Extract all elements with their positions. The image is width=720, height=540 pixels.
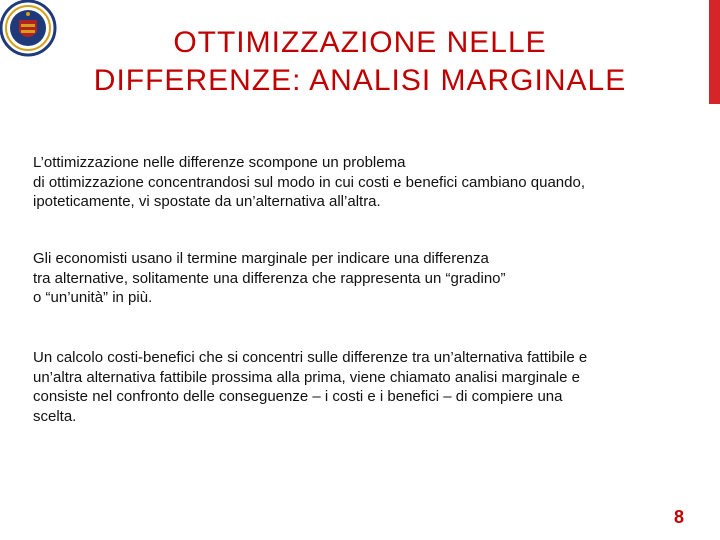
- paragraph-line: scelta.: [33, 407, 77, 425]
- slide-title-line: OTTIMIZZAZIONE NELLE: [173, 26, 547, 59]
- slide-title-line: DIFFERENZE: ANALISI MARGINALE: [93, 64, 627, 97]
- paragraph-marginal-analysis: [33, 348, 693, 426]
- paragraph-line: L’ottimizzazione nelle differenze scompone un problema: [33, 154, 406, 171]
- paragraph-line: consiste nel confronto delle conseguenze – i costi e i benefici – di compiere una: [33, 388, 563, 405]
- paragraph-line: ipoteticamente, vi spostate da un’alternativa all’altra.: [33, 193, 381, 210]
- slide-title: [40, 24, 680, 100]
- paragraph-definition: [33, 249, 693, 308]
- page-number: 8: [673, 507, 684, 527]
- paragraph-line: di ottimizzazione concentrandosi sul modo in cui costi e benefici cambiano quando,: [33, 173, 585, 191]
- paragraph-intro: [33, 153, 693, 212]
- paragraph-line: Un calcolo costi-benefici che si concentri sulle differenze tra un’alternativa fattibile e: [33, 349, 588, 366]
- paragraph-line: un’altra alternativa fattibile prossima alla prima, viene chiamato analisi marginale e: [33, 368, 580, 386]
- paragraph-line: Gli economisti usano il termine marginale per indicare una differenza: [33, 250, 489, 267]
- accent-bar: [709, 0, 720, 104]
- paragraph-line: tra alternative, solitamente una differenza che rappresenta un “gradino”: [33, 269, 506, 287]
- paragraph-line: o “un’unità” in più.: [33, 289, 153, 306]
